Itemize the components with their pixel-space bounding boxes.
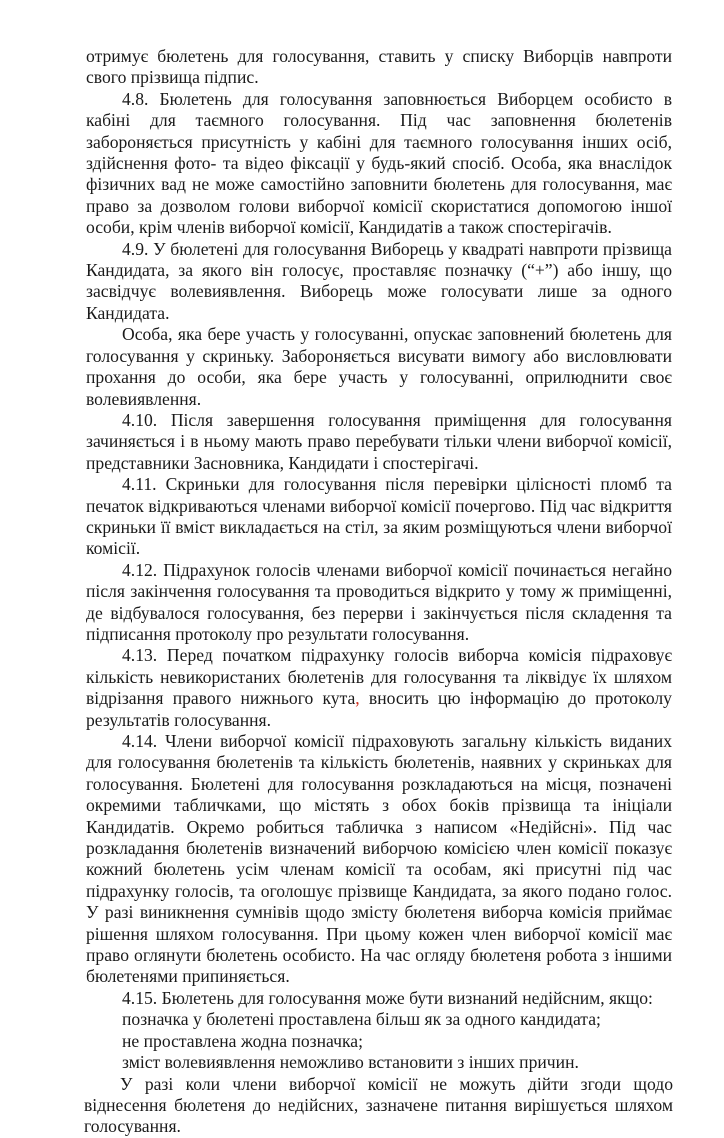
paragraph-4-12: 4.12. Підрахунок голосів членами виборчої комісії починається негайно після закінчення голосування та проводиться відкрито у тому ж приміщенні, де відбувалося голосування, без перерви і закінчується після складення та підписання протоколу про результати голосування. [86, 559, 672, 644]
paragraph-4-13-text-after: вносить цю інформацію до протоколу результатів голосування. [86, 688, 672, 730]
list-item-multiple-marks: позначка у бюлетені проставлена більш як за одного кандидата; [122, 1009, 601, 1030]
paragraph-4-13-text-before: 4.13. Перед початком підрахунку голосів виборча комісія підраховує кількість невикористаних бюлетенів для голосування та ліквідує їх шляхом відрізання правого нижнього кута [86, 645, 672, 709]
paragraph-4-13 [86, 645, 672, 731]
document-page [86, 46, 672, 1138]
paragraph-4-15: 4.15. Бюлетень для голосування може бути визнаний недійсним, якщо: [122, 987, 653, 1008]
list-item-no-mark: не проставлена жодна позначка; [122, 1030, 363, 1051]
list-item-unclear-intent: зміст волевиявлення неможливо встановити з інших причин. [122, 1052, 579, 1073]
red-comma-mark: , [355, 688, 360, 709]
paragraph-4-9: 4.9. У бюлетені для голосування Виборець у квадраті навпроти прізвища Кандидата, за якого він голосує, проставляє позначку (“+”) або іншу, що засвідчує волевиявлення. Виборець може голосувати лише за одного Кандидата. [86, 238, 672, 323]
paragraph-4-10: 4.10. Після завершення голосування приміщення для голосування зачиняється і в ньому мають право перебувати тільки члени виборчої комісії, представники Засновника, Кандидати і спостерігачі. [86, 409, 672, 473]
paragraph-4-9-ballot-box: Особа, яка бере участь у голосуванні, опускає заповнений бюлетень для голосування у скриньку. Забороняється висувати вимогу або висловлювати прохання до особи, яка бере участь у голосуванні, оприлюднити своє волевиявлення. [86, 324, 672, 409]
paragraph-4-15-disagreement: У разі коли члени виборчої комісії не можуть дійти згоди щодо віднесення бюлетеня до недійсних, зазначене питання вирішується шляхом голосування. [84, 1073, 673, 1137]
paragraph-4-8: 4.8. Бюлетень для голосування заповнюється Виборцем особисто в кабіні для таємного голосування. Під час заповнення бюлетенів забороняється присутність у кабіні для таємного голосування інших осіб, здійснення фото- та відео фіксації у будь-який спосіб. Особа, яка внаслідок фізичних вад не може самостійно заповнити бюлетень для голосування, має право за дозволом голови виборчої комісії скористатися допомогою іншої особи, крім членів виборчої комісії, Кандидатів а також спостерігачів. [86, 88, 672, 238]
paragraph-4-11: 4.11. Скриньки для голосування після перевірки цілісності пломб та печаток відкриваються членами виборчої комісії почергово. Під час відкриття скриньки її вміст викладається на стіл, за яким розміщуються члени виборчої комісії. [86, 474, 672, 559]
paragraph-4-14: 4.14. Члени виборчої комісії підраховують загальну кількість виданих для голосування бюлетенів та кількість бюлетенів, наявних у скриньках для голосування. Бюлетені для голосування розкладаються на місця, позначені окремими табличками, що містять з обох боків прізвища та ініціали Кандидатів. Окремо робиться табличка з написом «Недійсні». Під час розкладання бюлетенів визначений виборчою комісією член комісії показує кожний бюлетень усім членам комісії та особам, які присутні під час підрахунку голосів, та оголошує прізвище Кандидата, за якого подано голос. У разі виникнення сумнівів щодо змісту бюлетеня виборча комісія приймає рішення шляхом голосування. При цьому кожен член виборчої комісії має право оглянути бюлетень особисто. На час огляду бюлетеня робота з іншими бюлетенями припиняється. [86, 731, 672, 987]
paragraph-continuation: отримує бюлетень для голосування, ставить у списку Виборців навпроти свого прізвища підпис. [86, 46, 672, 88]
